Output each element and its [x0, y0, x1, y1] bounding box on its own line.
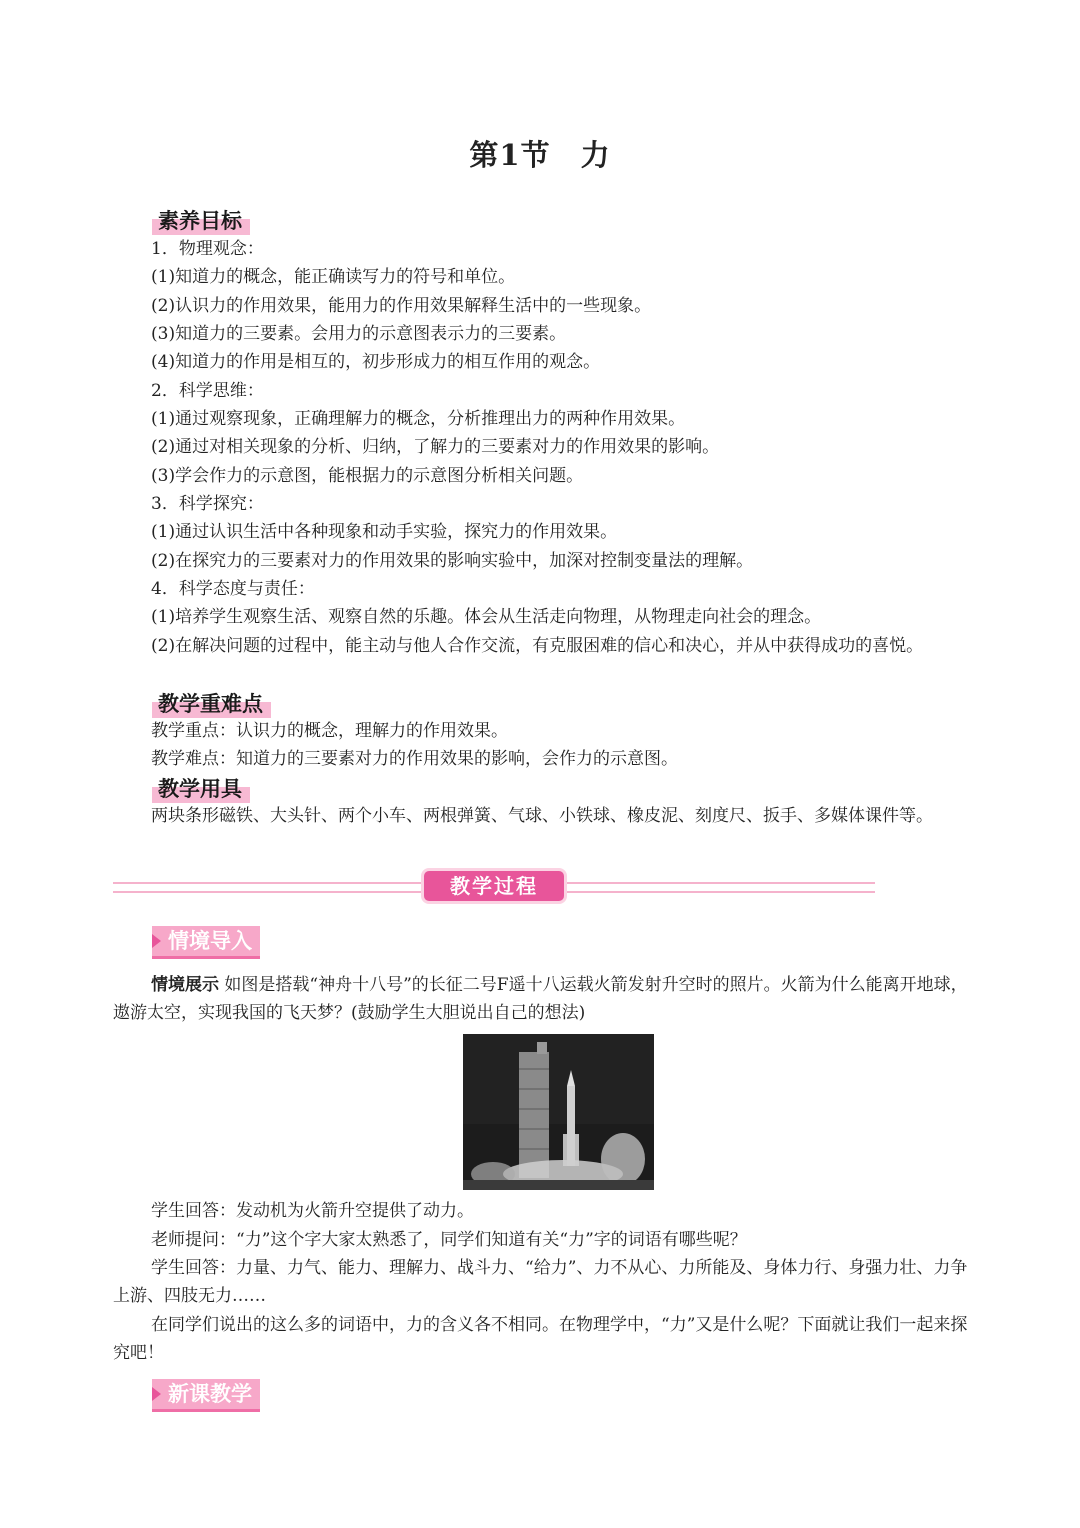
goal-line: (4)知道力的作用是相互的，初步形成力的相互作用的观念。	[151, 352, 601, 372]
goal-line: (1)培养学生观察生活、观察自然的乐趣。体会从生活走向物理，从物理走向社会的理念。	[151, 607, 822, 627]
goal-line: (3)知道力的三要素。会用力的示意图表示力的三要素。	[151, 324, 567, 344]
divider-left	[113, 882, 423, 893]
page-title: 第1节 力	[469, 138, 611, 172]
teacher-question: 老师提问：“力”这个字大家太熟悉了，同学们知道有关“力”字的词语有哪些呢？	[151, 1230, 747, 1250]
arrow-icon	[152, 934, 161, 948]
goal-line: 2．科学思维：	[151, 381, 264, 401]
closing-paragraph: 在同学们说出的这么多的词语中，力的含义各不相同。在物理学中，“力”又是什么呢？下面就让我们一起来探究吧！	[113, 1315, 968, 1363]
arrow-icon	[152, 1387, 161, 1401]
section-tag-new-lesson	[152, 1379, 260, 1412]
lead-text: 如图是搭载“神舟十八号”的长征二号F遥十八运载火箭发射升空时的照片。火箭为什么能离开地球，遨游太空，实现我国的飞天梦？(鼓励学生大胆说出自己的想法)	[113, 975, 968, 1023]
student-answer-2: 学生回答：力量、力气、能力、理解力、战斗力、“给力”、力不从心、力所能及、身体力行、身强力壮、力争上游、四肢无力……	[113, 1258, 968, 1306]
rocket-launch-photo	[463, 1034, 654, 1190]
process-banner: 教学过程	[424, 871, 564, 901]
goal-line: (2)在探究力的三要素对力的作用效果的影响实验中，加深对控制变量法的理解。	[151, 551, 754, 571]
intro-tag-label: 情境导入	[168, 929, 252, 953]
goal-line: 3．科学探究：	[151, 494, 264, 514]
goal-line: (2)通过对相关现象的分析、归纳，了解力的三要素对力的作用效果的影响。	[151, 437, 720, 457]
goal-line: (1)通过认识生活中各种现象和动手实验，探究力的作用效果。	[151, 522, 618, 542]
goal-line: (3)学会作力的示意图，能根据力的示意图分析相关问题。	[151, 466, 584, 486]
goal-line: 1．物理观念：	[151, 239, 264, 259]
difficult-point: 教学难点：知道力的三要素对力的作用效果的影响，会作力的示意图。	[151, 749, 678, 769]
goal-line: (1)知道力的概念，能正确读写力的符号和单位。	[151, 267, 516, 287]
intro-paragraph	[113, 971, 968, 1027]
goal-line: 4．科学态度与责任：	[151, 579, 315, 599]
goal-line-wrap: (2)在解决问题的过程中，能主动与他人合作交流，有克服困难的信心和决心，并从中获得成功的喜悦。	[151, 636, 924, 656]
section-tag-keypoints: 教学重难点	[152, 690, 271, 718]
divider-right	[566, 882, 875, 893]
section-tag-tools: 教学用具	[152, 775, 250, 803]
goal-line: (2)认识力的作用效果，能用力的作用效果解释生活中的一些现象。	[151, 296, 652, 316]
section-tag-goals: 素养目标	[152, 207, 250, 235]
lead-label: 情境展示	[151, 975, 219, 995]
student-answer-1: 学生回答：发动机为火箭升空提供了动力。	[151, 1201, 474, 1221]
tools-text: 两块条形磁铁、大头针、两个小车、两根弹簧、气球、小铁球、橡皮泥、刻度尺、扳手、多媒体课件等。	[151, 806, 933, 826]
key-point: 教学重点：认识力的概念，理解力的作用效果。	[151, 721, 508, 741]
new-lesson-tag-label: 新课教学	[168, 1382, 252, 1406]
goal-line: (1)通过观察现象，正确理解力的概念，分析推理出力的两种作用效果。	[151, 409, 686, 429]
section-tag-intro	[152, 926, 260, 959]
